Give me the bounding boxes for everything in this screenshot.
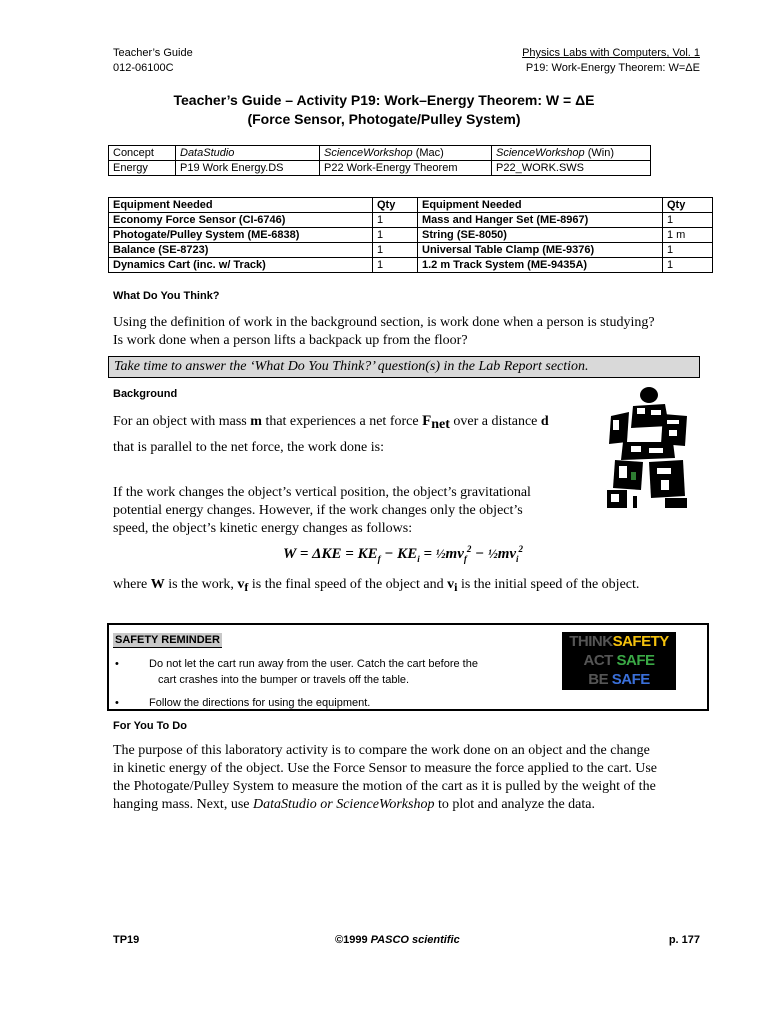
table-cell: 1.2 m Track System (ME-9435A) <box>418 258 663 273</box>
header-cell: Equipment Needed <box>418 198 663 213</box>
footer-copyright <box>335 934 460 946</box>
table-cell: Photogate/Pulley System (ME-6838) <box>109 228 373 243</box>
header-cell: Concept <box>109 146 176 161</box>
table-cell: P19 Work Energy.DS <box>176 161 320 176</box>
logo-word: THINK <box>569 633 613 650</box>
logo-word: SAFE <box>616 652 655 669</box>
table-cell: 1 m <box>663 228 713 243</box>
header-cell-text: (Win) <box>587 146 614 159</box>
equation-part: W = ΔKE = KE <box>283 546 378 562</box>
bullet-icon: • <box>115 697 119 709</box>
equation-explanation <box>113 576 723 596</box>
text-line: Is work done when a person lifts a backpack up from the floor? <box>113 333 468 348</box>
equation-subscript: i <box>516 554 519 564</box>
header-right <box>522 46 700 76</box>
text-run: hanging mass. Next, use <box>113 797 253 812</box>
table-cell: Economy Force Sensor (CI-6746) <box>109 213 373 228</box>
safety-reminder-title: SAFETY REMINDER <box>115 634 220 646</box>
text-line: the Photogate/Pulley System to measure the motion of the cart as it is pulled by the weight of the <box>113 779 656 794</box>
think-paragraph <box>113 314 713 350</box>
table-cell: Balance (SE-8723) <box>109 243 373 258</box>
page-title <box>100 91 668 129</box>
student-studying-clipart <box>603 386 689 510</box>
header-cell: Equipment Needed <box>109 198 373 213</box>
text-run: over a distance <box>449 414 541 429</box>
copyright-year: ©1999 <box>335 934 371 946</box>
table-cell: P22 Work-Energy Theorem <box>320 161 492 176</box>
logo-line <box>562 632 676 651</box>
section-heading-think: What Do You Think? <box>113 290 220 302</box>
equation-subscript: f <box>463 554 467 564</box>
header-book-title: Physics Labs with Computers, Vol. 1 <box>522 47 700 59</box>
equipment-table-header <box>109 198 713 213</box>
lab-report-note: Take time to answer the ‘What Do You Think?’ question(s) in the Lab Report section. <box>108 356 700 378</box>
text-line: Using the definition of work in the background section, is work done when a person is studying? <box>113 315 655 330</box>
header-cell <box>176 146 320 161</box>
logo-word: SAFETY <box>612 633 669 650</box>
files-table <box>108 145 651 176</box>
distance-symbol: d <box>540 414 549 429</box>
bullet-icon: • <box>115 658 119 670</box>
table-cell: 1 <box>663 258 713 273</box>
equation-part: mv <box>497 546 517 562</box>
header-left <box>113 46 193 76</box>
table-cell: String (SE-8050) <box>418 228 663 243</box>
footer-page-number: p. 177 <box>668 934 700 946</box>
section-heading-for-you-to-do: For You To Do <box>113 720 187 732</box>
text-run: is the work, <box>164 577 238 592</box>
work-symbol: W <box>150 577 165 592</box>
text-line: cart crashes into the bumper or travels off the table. <box>158 674 410 686</box>
background-paragraph-1 <box>113 410 593 459</box>
safety-bullet-1 <box>149 656 569 688</box>
table-row <box>109 228 713 243</box>
table-cell: 1 <box>373 258 418 273</box>
header-partnumber: 012-06100C <box>113 62 174 74</box>
table-cell: Energy <box>109 161 176 176</box>
files-table-header <box>109 146 651 161</box>
equation-fraction: ½ <box>435 546 446 561</box>
text-run: where <box>113 577 151 592</box>
text-run: is the final speed of the object and <box>248 577 448 592</box>
mass-symbol: m <box>250 414 262 429</box>
equation-superscript: 2 <box>466 544 472 554</box>
equation-part: mv <box>445 546 464 562</box>
text-run: is the initial speed of the object. <box>457 577 640 592</box>
equation-superscript: 2 <box>518 544 524 554</box>
table-cell: 1 <box>373 213 418 228</box>
section-heading-background: Background <box>113 388 178 400</box>
initial-speed-subscript: i <box>454 580 458 594</box>
software-names: DataStudio or ScienceWorkshop <box>252 797 435 812</box>
text-run: For an object with mass <box>113 414 251 429</box>
table-row <box>109 243 713 258</box>
table-cell: P22_WORK.SWS <box>492 161 651 176</box>
text-line: that is parallel to the net force, the work done is: <box>113 440 384 455</box>
logo-word: ACT <box>583 652 613 669</box>
header-cell-text: DataStudio <box>180 146 235 159</box>
table-cell: Universal Table Clamp (ME-9376) <box>418 243 663 258</box>
footer-left: TP19 <box>113 934 140 946</box>
kinetic-energy-equation <box>283 544 523 564</box>
title-line2: (Force Sensor, Photogate/Pulley System) <box>247 111 521 127</box>
final-speed-symbol: v <box>237 577 245 592</box>
logo-word: BE <box>588 671 609 688</box>
text-line: speed, the object’s kinetic energy changes as follows: <box>113 521 413 536</box>
table-cell: Mass and Hanger Set (ME-8967) <box>418 213 663 228</box>
force-symbol: F <box>422 413 432 429</box>
table-cell: Dynamics Cart (inc. w/ Track) <box>109 258 373 273</box>
table-row <box>109 258 713 273</box>
safety-bullet-2: Follow the directions for using the equipment. <box>149 697 371 709</box>
files-table-row <box>109 161 651 176</box>
equipment-table <box>108 197 713 273</box>
text-line: potential energy changes. However, if the work changes only the object’s <box>113 503 523 518</box>
for-you-to-do-paragraph <box>113 742 723 814</box>
text-line <box>113 410 593 436</box>
equation-subscript: f <box>377 554 381 564</box>
table-cell: 1 <box>373 243 418 258</box>
table-row <box>109 213 713 228</box>
safety-reminder-box <box>107 623 709 711</box>
table-cell: 1 <box>663 213 713 228</box>
equation-part: = <box>419 546 436 562</box>
logo-word: SAFE <box>611 671 650 688</box>
header-cell-text: ScienceWorkshop <box>496 146 585 159</box>
table-cell: 1 <box>663 243 713 258</box>
equation-subscript: i <box>417 554 420 564</box>
title-line1: Teacher’s Guide – Activity P19: Work–Energy Theorem: W = ΔE <box>173 92 595 108</box>
company-name: PASCO scientific <box>370 934 460 946</box>
header-cell <box>320 146 492 161</box>
equation-fraction: ½ <box>487 546 498 561</box>
text-line: If the work changes the object’s vertical position, the object’s gravitational <box>113 485 531 500</box>
force-subscript: net <box>431 417 450 432</box>
text-line: The purpose of this laboratory activity is to compare the work done on an object and the change <box>113 743 650 758</box>
text-run: to plot and analyze the data. <box>434 797 596 812</box>
header-cell: Qty <box>663 198 713 213</box>
equation-part: − KE <box>380 546 418 562</box>
final-speed-subscript: f <box>244 580 249 594</box>
header-cell-text: ScienceWorkshop <box>324 146 413 159</box>
initial-speed-symbol: v <box>447 577 455 592</box>
text-line: in kinetic energy of the object. Use the Force Sensor to measure the force applied to the cart. Use <box>113 761 657 776</box>
text-run: that experiences a net force <box>261 414 423 429</box>
header-cell <box>492 146 651 161</box>
text-line: Do not let the cart run away from the user. Catch the cart before the <box>149 658 478 670</box>
text-line <box>113 796 723 814</box>
equation-part: − <box>471 546 488 562</box>
logo-line <box>562 651 676 670</box>
table-cell: 1 <box>373 228 418 243</box>
logo-line <box>562 670 676 689</box>
think-safety-logo <box>562 632 676 690</box>
header-cell-text: (Mac) <box>415 146 444 159</box>
background-paragraph-2 <box>113 484 593 538</box>
header-activity: P19: Work-Energy Theorem: W=ΔE <box>525 62 700 74</box>
header-cell: Qty <box>373 198 418 213</box>
header-guide: Teacher’s Guide <box>113 47 193 59</box>
